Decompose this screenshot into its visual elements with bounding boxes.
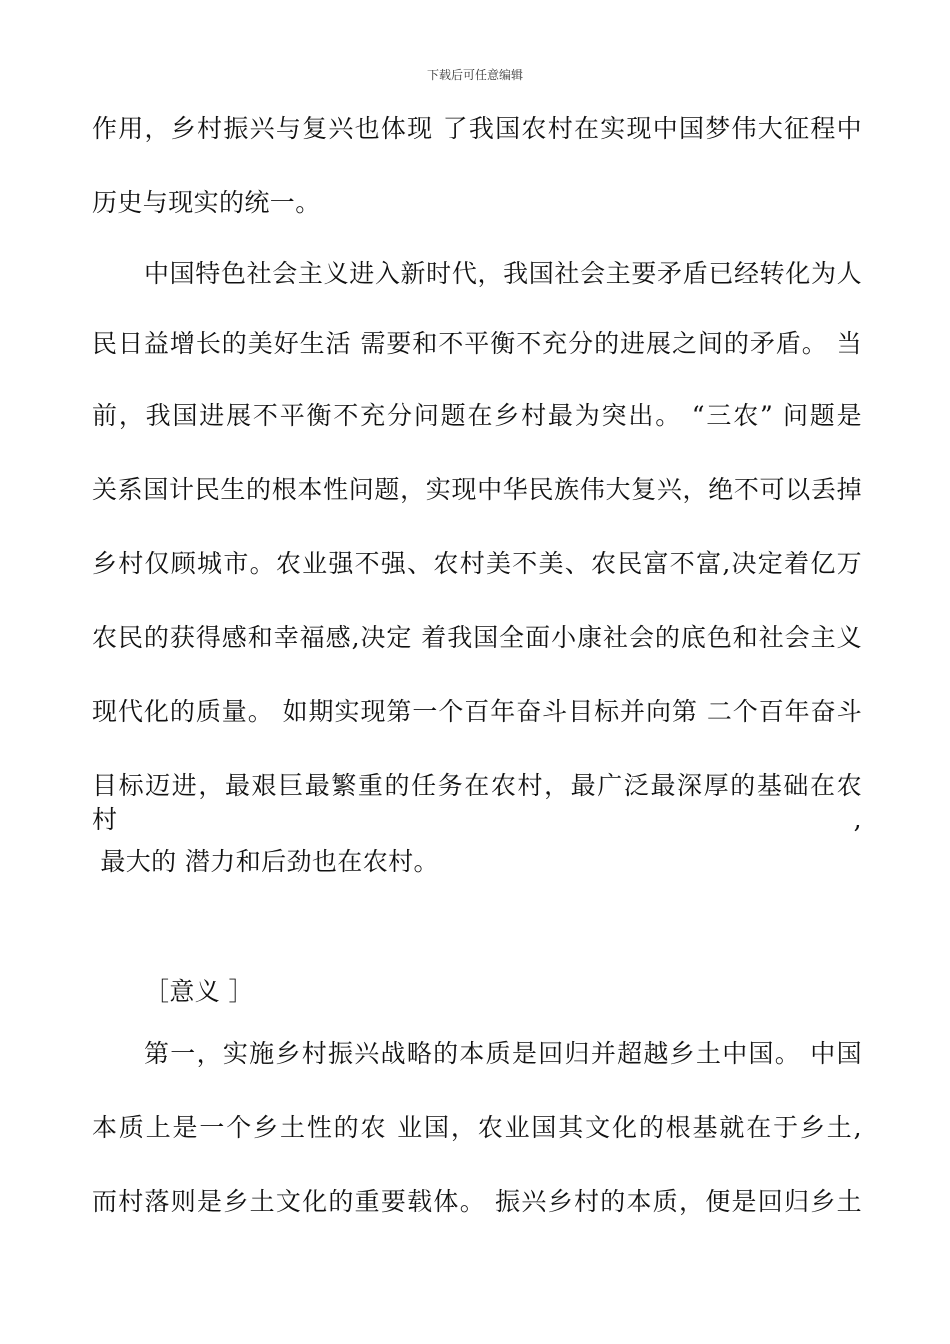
text-line: 第一，实施乡村振兴战略的本质是回归并超越乡土中国。 中国 [144, 1039, 862, 1068]
text-line: 最大的 潜力和后劲也在农村。 [92, 847, 439, 876]
text-line: 历史与现实的统一。 [92, 188, 321, 217]
text-line: 关系国计民生的根本性问题，实现中华民族伟大复兴，绝不可以丢掉 [92, 475, 862, 504]
text-line: 农民的获得感和幸福感,决定 着我国全面小康社会的底色和社会主义 [92, 623, 862, 652]
text-line: 乡村仅顾城市。农业强不强、农村美不美、农民富不富,决定着亿万 [92, 549, 862, 578]
page-header: 下载后可任意编辑 [426, 68, 523, 82]
text-line: 目标迈进，最艰巨最繁重的任务在农村，最广泛最深厚的基础在农村, [92, 771, 862, 834]
text-line: 作用，乡村振兴与复兴也体现 了我国农村在实现中国梦伟大征程中 [92, 114, 862, 143]
text-line: 本质上是一个乡土性的农 业国，农业国其文化的根基就在于乡土, [92, 1113, 862, 1142]
text-line: 现代化的质量。 如期实现第一个百年奋斗目标并向第 二个百年奋斗 [92, 697, 862, 726]
text-line: ［意义 ］ [144, 977, 254, 1006]
text-line: 而村落则是乡土文化的重要载体。 振兴乡村的本质，便是回归乡土 [92, 1187, 862, 1216]
text-line: 中国特色社会主义进入新时代，我国社会主要矛盾已经转化为人 [144, 259, 862, 288]
text-line: 前，我国进展不平衡不充分问题在乡村最为突出。 “三农” 问题是 [92, 401, 862, 430]
text-line: 民日益增长的美好生活 需要和不平衡不充分的进展之间的矛盾。 当 [92, 329, 862, 358]
